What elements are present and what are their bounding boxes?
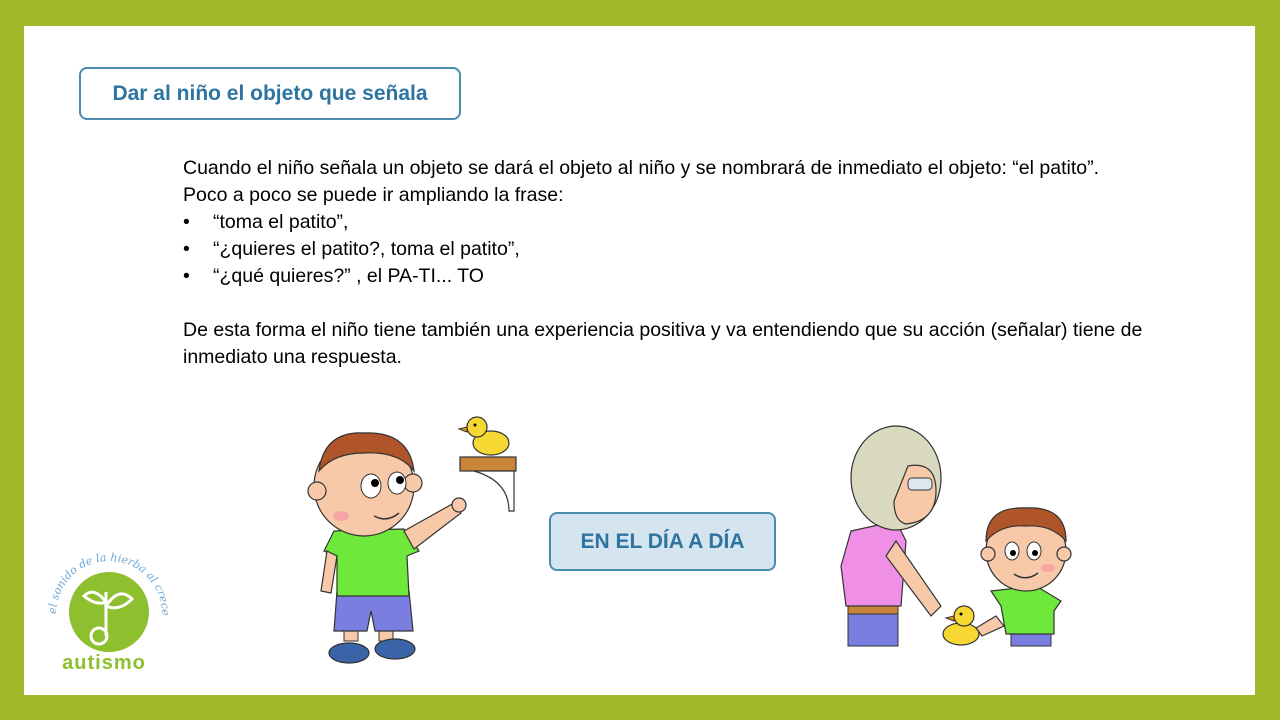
logo-arc-text: el sonido de la hierba al crecer xyxy=(41,534,173,616)
en-el-dia-a-dia-button[interactable]: EN EL DÍA A DÍA xyxy=(549,512,776,571)
phrase-list xyxy=(183,209,1143,290)
slide xyxy=(24,26,1255,695)
logo-icon xyxy=(41,534,174,654)
boy-pointing-illustration xyxy=(279,391,519,661)
slide-title: Dar al niño el objeto que señala xyxy=(79,67,461,120)
second-paragraph: De esta forma el niño tiene también una experiencia positiva y va entendiendo que su acción (señalar) tiene de inmediato una respuesta. xyxy=(183,319,1143,368)
shelf xyxy=(460,457,516,471)
intro-paragraph: Cuando el niño señala un objeto se dará el objeto al niño y se nombrará de inmediato el objeto: “el patito”. Poco a poco se puede ir ampliando la frase: xyxy=(183,157,1100,206)
logo-text: autismo xyxy=(62,652,146,674)
duck-icon xyxy=(943,606,979,645)
list-item: • “¿quieres el patito?, toma el patito”, xyxy=(183,236,1143,263)
list-item: • “¿qué quieres?” , el PA-TI... TO xyxy=(183,263,1143,290)
list-item: • “toma el patito”, xyxy=(183,209,1143,236)
body-text xyxy=(183,155,1143,371)
duck-icon xyxy=(459,417,509,455)
adult-giving-duck-illustration xyxy=(836,406,1076,646)
